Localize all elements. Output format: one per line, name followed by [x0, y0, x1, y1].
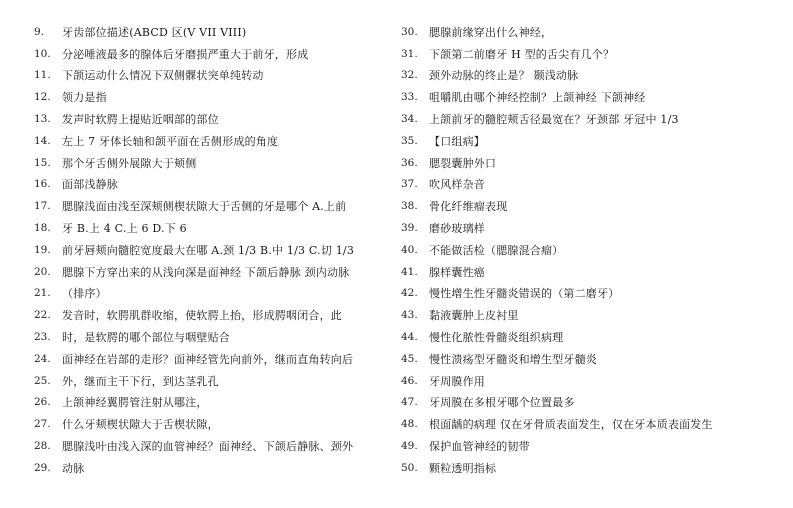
item-text: 慢性化脓性骨髓炎组织病理: [429, 331, 564, 345]
left-column: [34, 21, 396, 479]
list-item: [34, 86, 396, 108]
item-text: 牙 B.上 4 C.上 6 D.下 6: [62, 222, 187, 236]
item-text: 腮腺浅叶由浅入深的血管神经？面神经、下颌后静脉、颈外: [62, 440, 354, 454]
list-item: [34, 304, 396, 326]
item-text: 慢性溃疡型牙髓炎和增生型牙髓炎: [429, 352, 597, 366]
item-text: 外，继而主干下行，到达茎乳孔: [62, 374, 219, 388]
item-number: 17.: [34, 200, 51, 213]
item-number: 25.: [34, 374, 51, 387]
list-item: [34, 261, 396, 283]
list-item: [34, 43, 396, 65]
item-text: 面部浅静脉: [62, 178, 118, 192]
item-text: 牙周膜在多根牙哪个位置最多: [429, 396, 575, 410]
item-text: 发音时，软腭肌群收缩，使软腭上抬，形成腭咽闭合，此: [62, 309, 342, 323]
item-number: 10.: [34, 47, 51, 60]
item-number: 32.: [401, 69, 418, 82]
item-text: 上颌前牙的髓腔颊舌径最宽在？牙颈部 牙冠中 1/3: [429, 113, 679, 127]
item-text: 下颌运动什么情况下双侧髁状突单纯转动: [62, 69, 264, 83]
item-number: 45.: [401, 352, 418, 365]
item-text: 不能做活检（腮腺混合瘤）: [429, 243, 564, 257]
list-item: [401, 86, 781, 108]
item-number: 26.: [34, 396, 51, 409]
item-text: 面神经在岩部的走形？面神经管先向前外，继而直角转向后: [62, 352, 354, 366]
list-item: [401, 65, 781, 87]
list-item: [34, 65, 396, 87]
list-item: [34, 239, 396, 261]
item-number: 34.: [401, 113, 418, 126]
item-text: 骨化纤维瘤表现: [429, 200, 508, 214]
list-item: [34, 21, 396, 43]
list-item: [34, 348, 396, 370]
item-text: 颈外动脉的终止是？ 颞浅动脉: [429, 69, 579, 83]
list-item: [401, 283, 781, 305]
item-number: 18.: [34, 222, 51, 235]
item-text: 腮腺浅面由浅至深颊侧楔状隙大于舌侧的牙是哪个 A.上前: [62, 200, 347, 214]
list-item: [34, 370, 396, 392]
list-item: [34, 195, 396, 217]
item-number: 36.: [401, 156, 418, 169]
list-item: [401, 195, 781, 217]
list-item: [401, 413, 781, 435]
right-column: [401, 21, 781, 479]
item-text: 根面龋的病理 仅在牙骨质表面发生，仅在牙本质表面发生: [429, 418, 713, 432]
item-text: （排序）: [62, 287, 107, 301]
item-number: 19.: [34, 243, 51, 256]
item-number: 24.: [34, 352, 51, 365]
list-item: [401, 326, 781, 348]
list-item: [401, 261, 781, 283]
item-text: 领力是指: [62, 91, 107, 105]
list-item: [401, 392, 781, 414]
item-text: 黏液囊肿上皮衬里: [429, 309, 519, 323]
item-number: 29.: [34, 461, 51, 474]
item-text: 咀嚼肌由哪个神经控制？上颌神经 下颌神经: [429, 91, 646, 105]
item-text: 发声时软腭上提贴近咽部的部位: [62, 113, 219, 127]
item-number: 48.: [401, 418, 418, 431]
list-item: [34, 413, 396, 435]
item-number: 13.: [34, 113, 51, 126]
item-text: 分泌唾液最多的腺体后牙磨损严重大于前牙，形成: [62, 47, 309, 61]
item-number: 47.: [401, 396, 418, 409]
item-text: 磨砂玻璃样: [429, 222, 485, 236]
item-number: 43.: [401, 309, 418, 322]
list-item: [34, 130, 396, 152]
item-text: 保护血管神经的韧带: [429, 440, 530, 454]
item-number: 46.: [401, 374, 418, 387]
item-text: 吹风样杂音: [429, 178, 485, 192]
list-item: [401, 152, 781, 174]
list-item: [34, 283, 396, 305]
list-item: [401, 457, 781, 479]
item-number: 21.: [34, 287, 51, 300]
item-text: 【口组病】: [429, 134, 485, 148]
list-item: [401, 174, 781, 196]
item-number: 28.: [34, 440, 51, 453]
item-text: 前牙唇颊向髓腔宽度最大在哪 A.颈 1/3 B.中 1/3 C.切 1/3: [62, 243, 355, 257]
item-number: 40.: [401, 243, 418, 256]
list-item: [401, 217, 781, 239]
item-text: 慢性增生性牙髓炎错误的（第二磨牙）: [429, 287, 620, 301]
item-text: 上颌神经翼腭管注射从哪注，: [62, 396, 208, 410]
item-number: 44.: [401, 331, 418, 344]
list-item: [401, 21, 781, 43]
item-text: 颗粒透明指标: [429, 461, 497, 475]
item-number: 38.: [401, 200, 418, 213]
list-item: [401, 108, 781, 130]
item-number: 50.: [401, 461, 418, 474]
item-text: 腮腺下方穿出来的从浅向深是面神经 下颌后静脉 颈内动脉: [62, 265, 350, 279]
list-item: [34, 108, 396, 130]
list-item: [401, 348, 781, 370]
item-text: 下颌第二前磨牙 H 型的舌尖有几个？: [429, 47, 615, 61]
list-item: [34, 457, 396, 479]
item-number: 22.: [34, 309, 51, 322]
item-text: 腮腺前缘穿出什么神经，: [429, 25, 553, 39]
item-text: 牙齿部位描述(ABCD 区(V VII VIII): [62, 25, 247, 39]
item-number: 11.: [34, 69, 51, 82]
item-number: 9.: [34, 25, 45, 38]
list-item: [401, 130, 781, 152]
item-number: 33.: [401, 91, 418, 104]
item-number: 42.: [401, 287, 418, 300]
item-number: 37.: [401, 178, 418, 191]
list-item: [34, 174, 396, 196]
item-number: 20.: [34, 265, 51, 278]
item-text: 腺样囊性癌: [429, 265, 485, 279]
item-number: 12.: [34, 91, 51, 104]
list-item: [401, 370, 781, 392]
item-number: 27.: [34, 418, 51, 431]
item-text: 什么牙颊楔状隙大于舌楔状隙，: [62, 418, 219, 432]
item-text: 牙周膜作用: [429, 374, 485, 388]
list-item: [34, 435, 396, 457]
item-number: 14.: [34, 134, 51, 147]
item-number: 49.: [401, 440, 418, 453]
item-number: 41.: [401, 265, 418, 278]
item-text: 那个牙舌侧外展隙大于颊侧: [62, 156, 197, 170]
list-item: [401, 435, 781, 457]
item-number: 39.: [401, 222, 418, 235]
item-number: 35.: [401, 134, 418, 147]
item-number: 31.: [401, 47, 418, 60]
item-number: 15.: [34, 156, 51, 169]
item-text: 时，是软腭的哪个部位与咽壁贴合: [62, 331, 230, 345]
item-text: 动脉: [62, 461, 85, 475]
item-text: 左上 7 牙体长轴和颌平面在舌侧形成的角度: [62, 134, 279, 148]
list-item: [401, 239, 781, 261]
item-number: 23.: [34, 331, 51, 344]
list-item: [34, 326, 396, 348]
list-item: [401, 43, 781, 65]
item-text: 腮裂囊肿外口: [429, 156, 497, 170]
list-item: [34, 217, 396, 239]
item-number: 16.: [34, 178, 51, 191]
list-item: [34, 152, 396, 174]
list-item: [401, 304, 781, 326]
list-item: [34, 392, 396, 414]
item-number: 30.: [401, 25, 418, 38]
